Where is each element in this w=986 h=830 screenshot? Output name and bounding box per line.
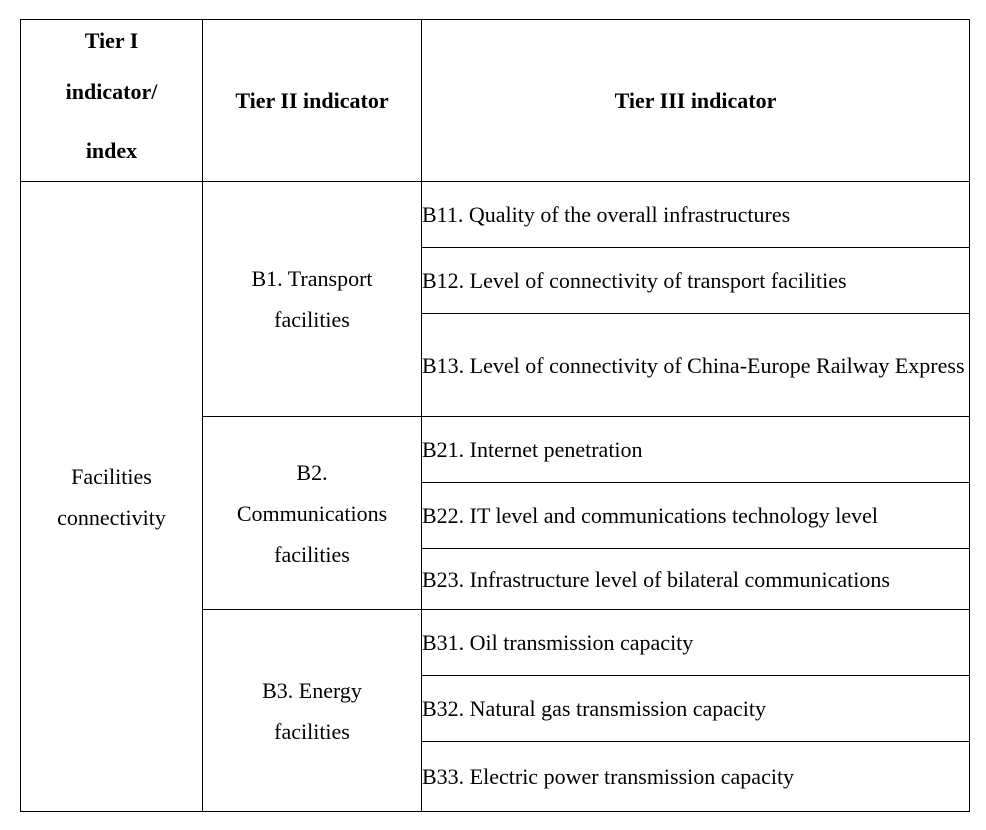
tier3-cell: B31. Oil transmission capacity: [422, 610, 970, 676]
header-tier3: Tier III indicator: [422, 20, 970, 182]
tier1-line: Facilities: [71, 463, 152, 489]
header-tier1-line: Tier I: [84, 28, 139, 53]
tier3-cell: B32. Natural gas transmission capacity: [422, 676, 970, 742]
table-row: [21, 182, 970, 248]
header-tier1: [21, 20, 203, 182]
indicator-table: [20, 19, 970, 812]
tier3-cell: B33. Electric power transmission capacity: [422, 742, 970, 812]
tier3-cell: B23. Infrastructure level of bilateral communications: [422, 549, 970, 610]
tier2-cell-b3: [203, 610, 422, 812]
tier2-line: facilities: [274, 541, 350, 567]
tier1-cell: [21, 182, 203, 812]
tier1-line: connectivity: [57, 504, 166, 530]
tier2-line: B3. Energy: [262, 677, 362, 703]
header-tier1-line: index: [85, 138, 138, 163]
tier3-cell: B13. Level of connectivity of China-Europe Railway Express: [422, 314, 970, 417]
header-tier1-line: indicator/: [65, 79, 158, 104]
tier2-line: B1. Transport: [251, 266, 373, 291]
header-row: [21, 20, 970, 182]
tier3-cell: B22. IT level and communications technology level: [422, 483, 970, 549]
tier3-cell: B11. Quality of the overall infrastructures: [422, 182, 970, 248]
tier2-cell-b2: [203, 417, 422, 610]
tier2-line: facilities: [274, 307, 350, 332]
tier2-line: Communications: [236, 500, 388, 526]
tier2-line: facilities: [274, 718, 350, 744]
tier2-line: B2.: [296, 459, 328, 485]
tier3-cell: B12. Level of connectivity of transport facilities: [422, 248, 970, 314]
header-tier2: Tier II indicator: [203, 20, 422, 182]
tier3-cell: B21. Internet penetration: [422, 417, 970, 483]
tier2-cell-b1: [203, 182, 422, 417]
